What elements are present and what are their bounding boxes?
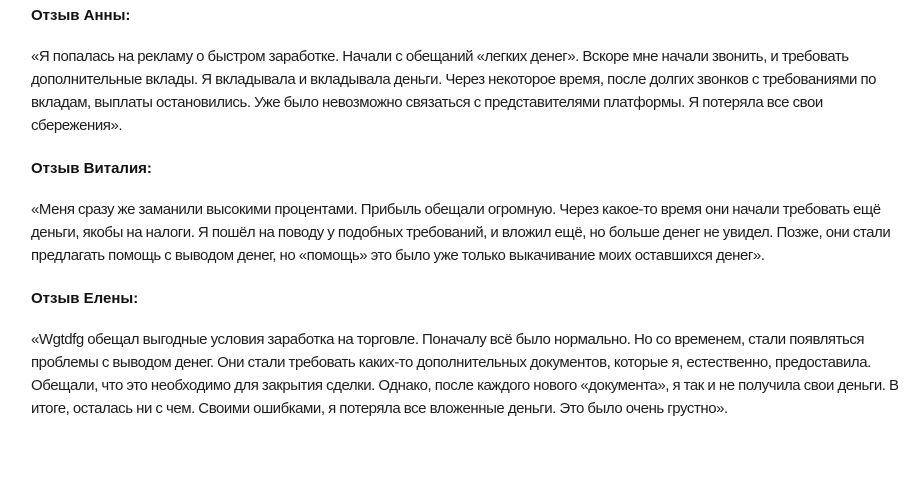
- review-title: Отзыв Виталия:: [31, 160, 152, 177]
- review-vitaliy: [31, 157, 911, 267]
- reviews-list: [31, 0, 911, 420]
- review-text: «Wgtdfg обещал выгодные условия заработка на торговле. Поначалу всё было нормально. Но со временем, стали появляться проблемы с выводом денег. Они стали требовать каких-то дополнительных документов, которые я, естественно, предоставила. Обещали, что это необходимо для закрытия сделки. Однако, после каждого нового «документа», я так и не получила свои деньги. В итоге, осталась ни с чем. Своими ошибками, я потеряла все вложенные деньги. Это было очень грустно».: [31, 331, 899, 417]
- review-text: «Я попалась на рекламу о быстром заработке. Начали с обещаний «легких денег». Вскоре мне начали звонить, и требовать дополнительные вклады. Я вкладывала и вкладывала деньги. Через некоторое время, после долгих звонков с требованиями по вкладам, выплаты остановились. Уже было невозможно связаться с представителями платформы. Я потеряла все свои сбережения».: [31, 48, 877, 134]
- review-title: Отзыв Анны:: [31, 7, 131, 24]
- review-anna: [31, 4, 911, 137]
- review-elena: [31, 287, 911, 420]
- review-title: Отзыв Елены:: [31, 290, 139, 307]
- review-text: «Меня сразу же заманили высокими процентами. Прибыль обещали огромную. Через какое-то время они начали требовать ещё деньги, якобы на налоги. Я пошёл на поводу у подобных требований, и вложил ещё, но больше денег не увидел. Позже, они стали предлагать помощь с выводом денег, но «помощь» это было уже только выкачивание моих оставшихся денег».: [31, 201, 891, 264]
